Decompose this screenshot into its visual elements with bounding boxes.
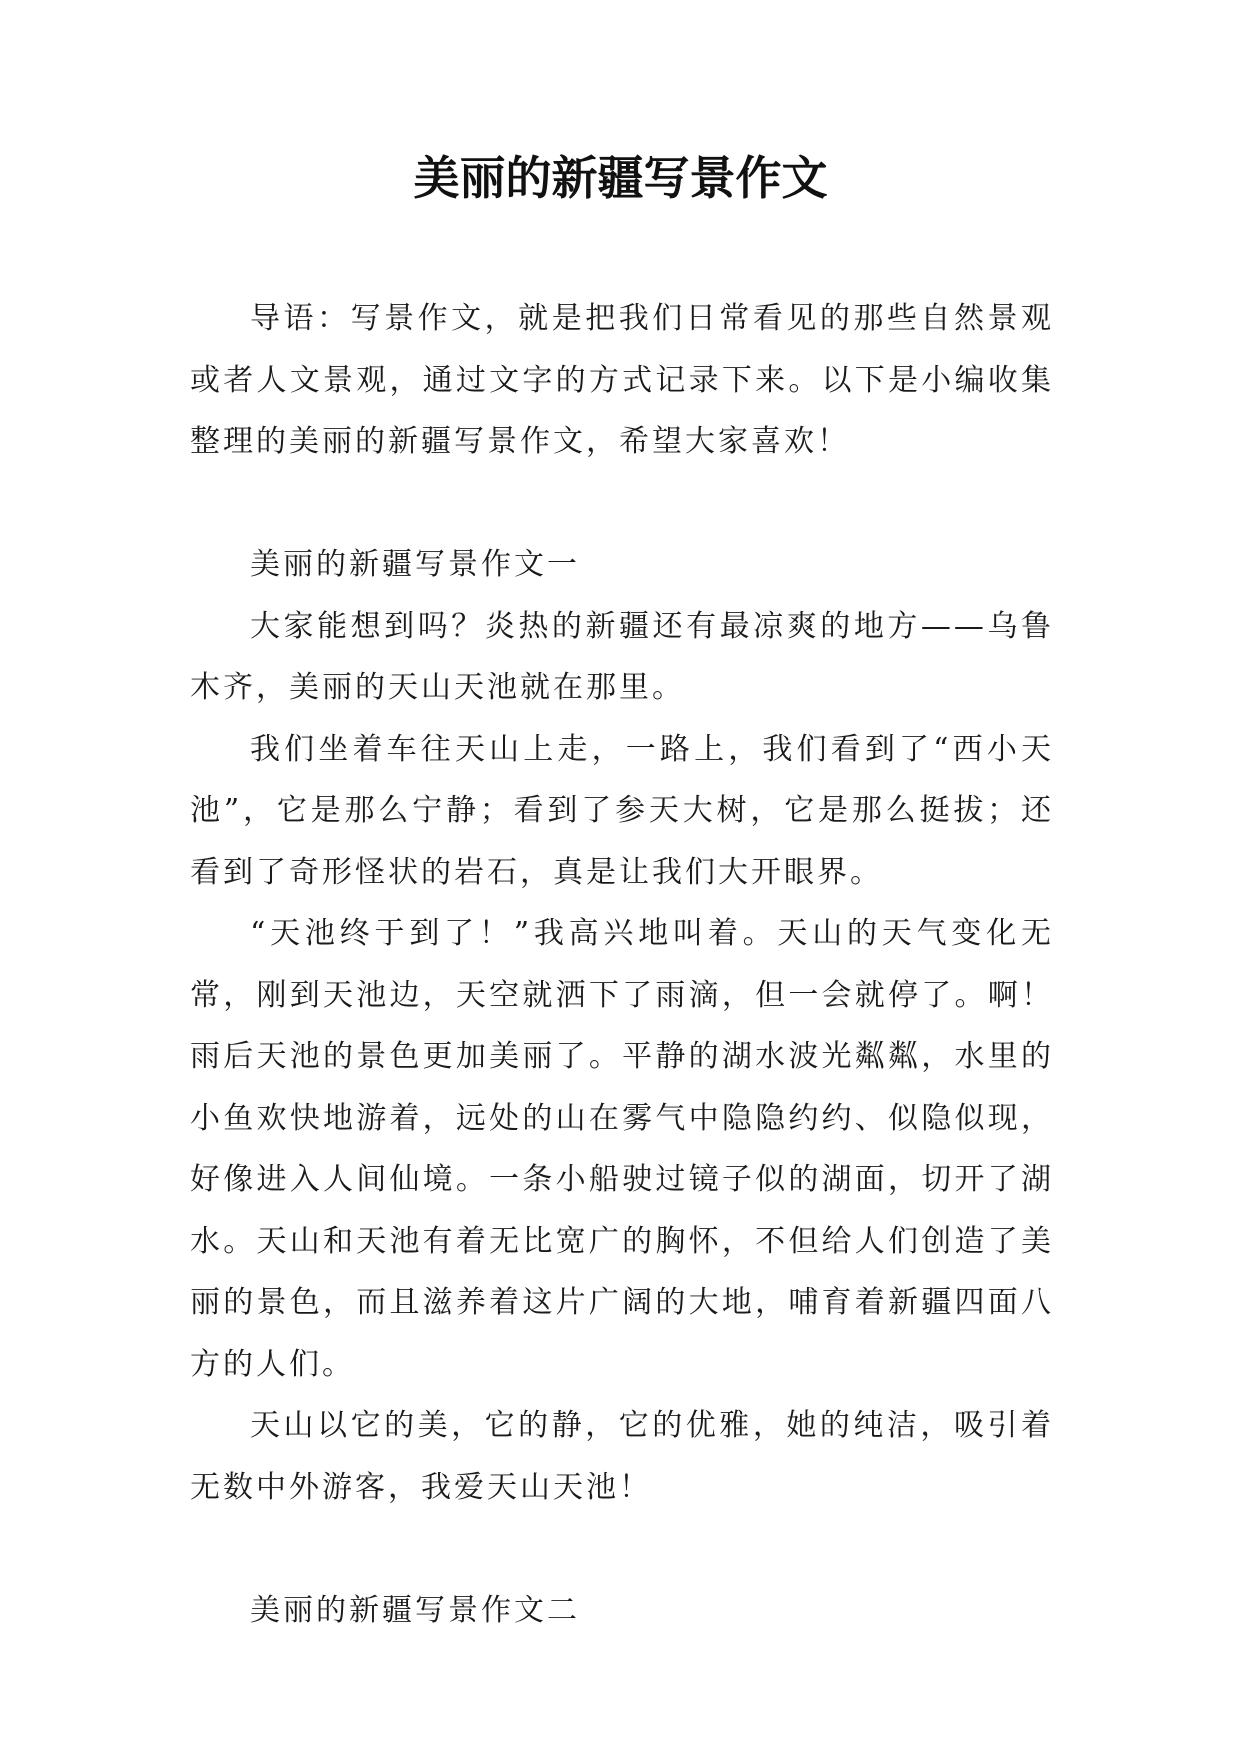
paragraph-spacer	[190, 1518, 1054, 1580]
paragraph-spacer	[190, 473, 1054, 535]
document-title: 美丽的新疆写景作文	[413, 151, 828, 205]
section-one-paragraph-1: 大家能想到吗？炎热的新疆还有最凉爽的地方——乌鲁木齐，美丽的天山天池就在那里。	[190, 608, 1054, 705]
section-one-paragraph-2: 我们坐着车往天山上走，一路上，我们看到了“西小天池”，它是那么宁静；看到了参天大树，它是那么挺拔；还看到了奇形怪状的岩石，真是让我们大开眼界。	[190, 731, 1054, 890]
document-body	[190, 288, 1054, 1641]
section-one-paragraph-4: 天山以它的美，它的静，它的优雅，她的纯洁，吸引着无数中外游客，我爱天山天池！	[190, 1408, 1054, 1505]
section-one-paragraph-3: “天池终于到了！”我高兴地叫着。天山的天气变化无常，刚到天池边，天空就洒下了雨滴，但一会就停了。啊！雨后天池的景色更加美丽了。平静的湖水波光粼粼，水里的小鱼欢快地游着，远处的山在雾气中隐隐约约、似隐似现，好像进入人间仙境。一条小船驶过镜子似的湖面，切开了湖水。天山和天池有着无比宽广的胸怀，不但给人们创造了美丽的景色，而且滋养着这片广阔的大地，哺育着新疆四面八方的人们。	[190, 916, 1054, 1382]
section-two-heading: 美丽的新疆写景作文二	[250, 1592, 580, 1628]
intro-paragraph: 导语：写景作文，就是把我们日常看见的那些自然景观或者人文景观，通过文字的方式记录下来。以下是小编收集整理的美丽的新疆写景作文，希望大家喜欢！	[190, 301, 1054, 459]
section-one-heading: 美丽的新疆写景作文一	[250, 547, 580, 582]
